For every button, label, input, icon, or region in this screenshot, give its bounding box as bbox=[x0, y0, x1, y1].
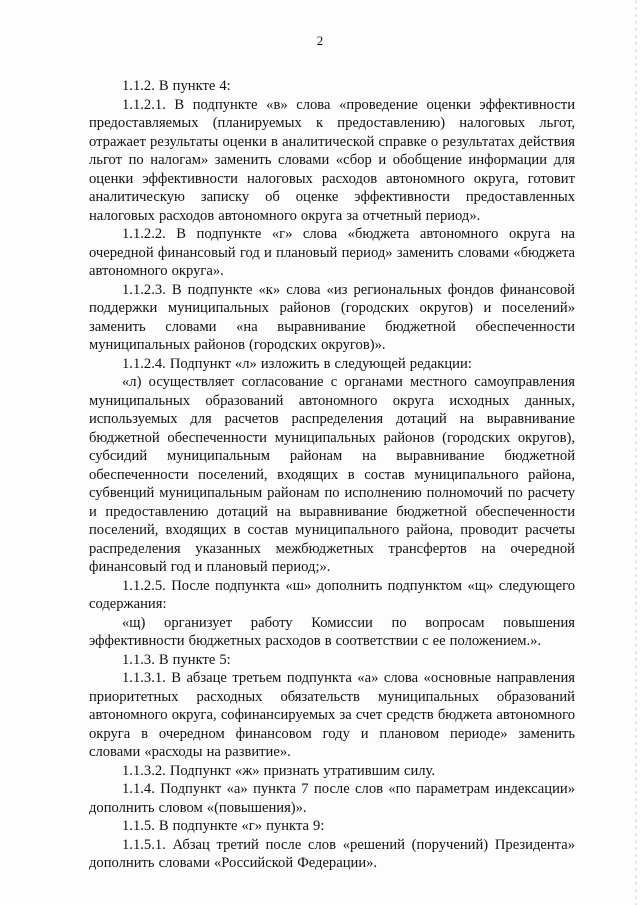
document-body bbox=[89, 77, 575, 873]
scan-edge bbox=[635, 0, 637, 905]
paragraph-1-1-2-2: 1.1.2.2. В подпункте «г» слова «бюджета автономного округа на очередной финансовый год и плановый период» заменить словами «бюджета автономного округа». bbox=[89, 226, 575, 279]
paragraph-1-1-2-3: 1.1.2.3. В подпункте «к» слова «из региональных фондов финансовой поддержки муниципальных районов (городских округов) и поселений» заменить словами «на выравнивание бюджетной обеспеченности муниципальных районов (городских округов)». bbox=[89, 281, 575, 353]
paragraph-1-1-4: 1.1.4. Подпункт «а» пункта 7 после слов «по параметрам индексации» дополнить словом «(повышения)». bbox=[89, 781, 575, 816]
paragraph-1-1-3-2: 1.1.3.2. Подпункт «ж» признать утратившим силу. bbox=[122, 762, 436, 779]
paragraph-1-1-3-1: 1.1.3.1. В абзаце третьем подпункта «а» слова «основные направления приоритетных расходных обязательств муниципальных образований автономного округа, софинансируемых за счет средств бюджета автономного округа в очередном финансовом году и плановом периоде» заменить словами «расходы на развитие». bbox=[89, 670, 575, 760]
paragraph-1-1-5-1: 1.1.5.1. Абзац третий после слов «решений (поручений) Президента» дополнить словами «Российской Федерации». bbox=[89, 836, 575, 871]
paragraph-1-1-2-5: 1.1.2.5. После подпункта «ш» дополнить подпунктом «щ» следующего содержания: bbox=[89, 577, 575, 612]
paragraph-1-1-2: 1.1.2. В пункте 4: bbox=[122, 78, 231, 94]
paragraph-1-1-5: 1.1.5. В подпункте «г» пункта 9: bbox=[122, 818, 325, 834]
page-number: 2 bbox=[316, 33, 324, 48]
paragraph-1-1-3: 1.1.3. В пункте 5: bbox=[122, 651, 231, 668]
paragraph-subitem-shch-text: «щ) организует работу Комиссии по вопросам повышения эффективности бюджетных расходов в соответствии с ее положением.». bbox=[89, 614, 575, 649]
paragraph-1-1-2-1: 1.1.2.1. В подпункте «в» слова «проведение оценки эффективности предоставляемых (планируемых к предоставлению) налоговых льгот, отражает результаты оценки в аналитической справке о результатах действия льгот по налогам» заменить словами «сбор и обобщение информации для оценки эффективности налоговых расходов автономного округа, готовит аналитическую записку об оценке эффективности предоставленных налоговых расходов автономного округа за отчетный период». bbox=[89, 96, 575, 224]
paragraph-subitem-l-text: «л) осуществляет согласование с органами местного самоуправления муниципальных образований автономного округа исходных данных, используемых для расчетов распределения дотаций на выравнивание бюджетной обеспеченности муниципальных районов (городских округов), субсидий муниципальным районам на выравнивание бюджетной обеспеченности поселений, входящих в состав муниципального района, субвенций муниципальным районам по исполнению полномочий по расчету и предоставлению дотаций на выравнивание бюджетной обеспеченности поселений, входящих в состав муниципального района, проводит расчеты распределения указанных межбюджетных трансфертов на очередной финансовый год и плановый период;». bbox=[89, 374, 575, 575]
paragraph-1-1-2-4: 1.1.2.4. Подпункт «л» изложить в следующей редакции: bbox=[122, 355, 472, 372]
